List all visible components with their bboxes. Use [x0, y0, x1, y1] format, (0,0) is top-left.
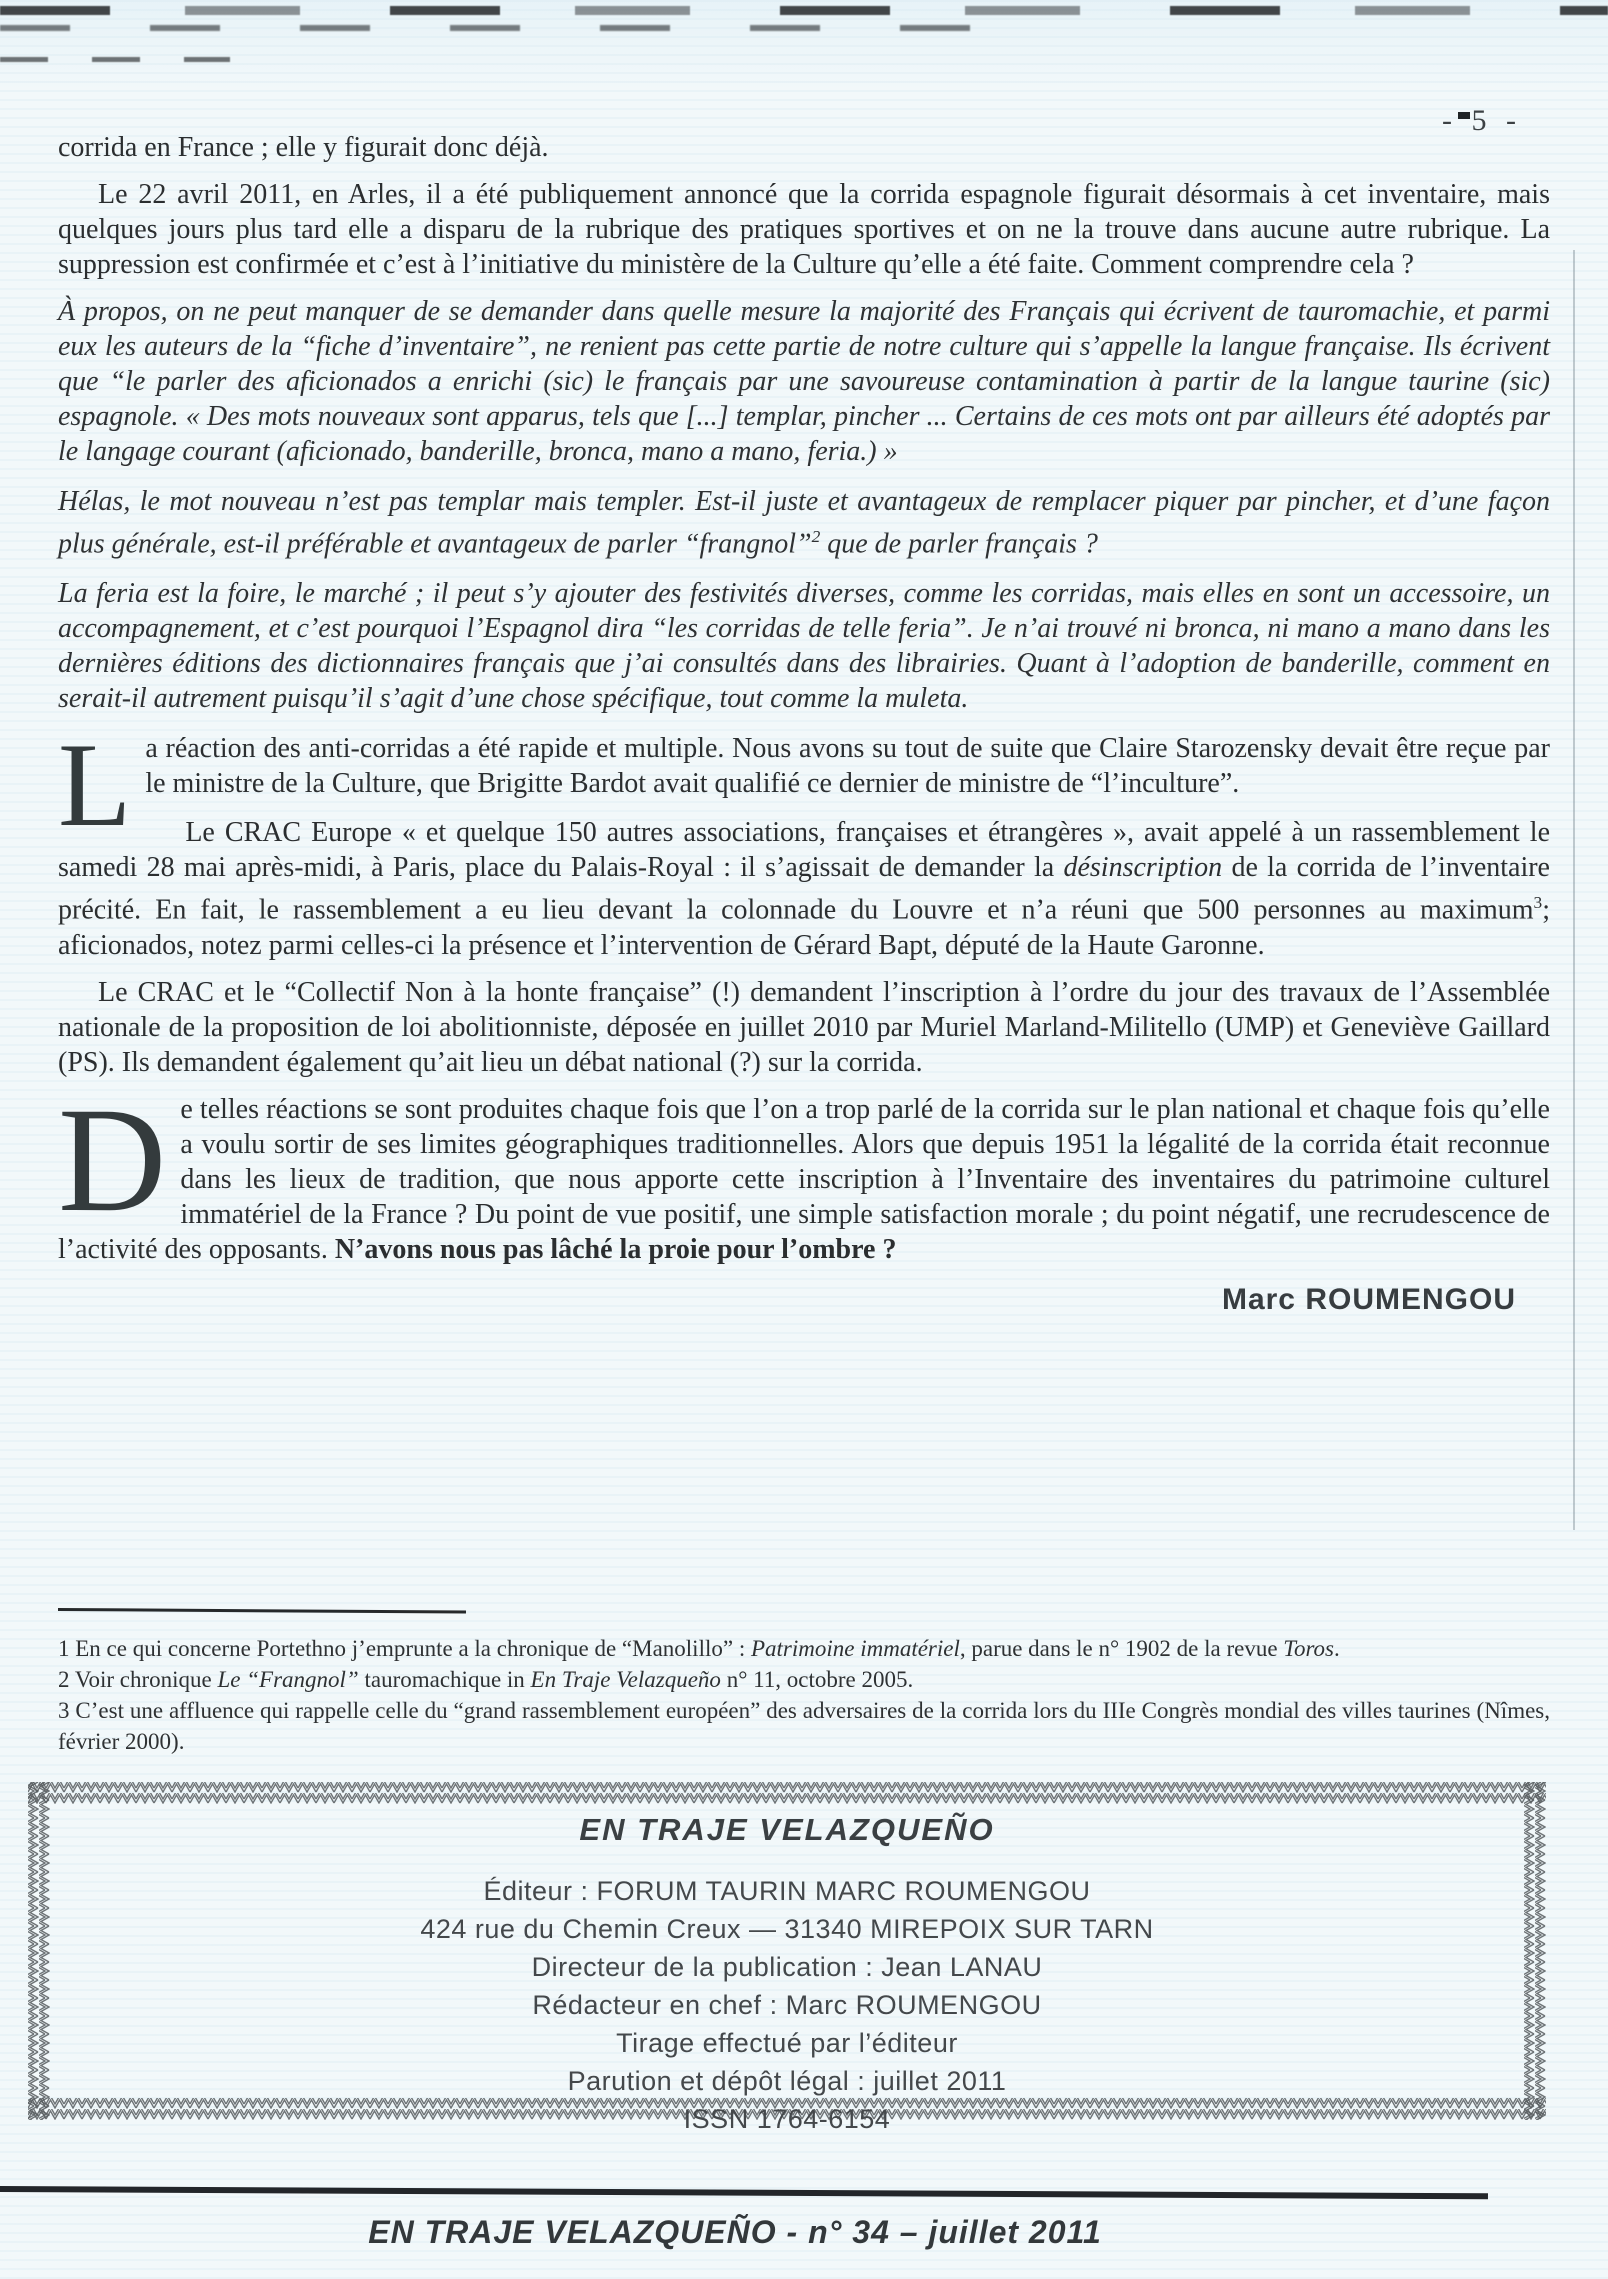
colophon-address: 424 rue du Chemin Creux — 31340 MIREPOIX SUR TARN — [420, 1914, 1154, 1944]
paragraph-crac-collectif: Le CRAC et le “Collectif Non à la honte française” (!) demandent l’inscription à l’ordre du jour des travaux de l’Assemblée nationale de la proposition de loi abolitionniste, déposée en juillet 2010 par Muriel Marland-Militello (UMP) et Geneviève Gaillard (PS). Ils demandent également qu’ait lieu un débat national (?) sur la corrida. — [58, 976, 1550, 1078]
colophon-editor: Éditeur : FORUM TAURIN MARC ROUMENGOU — [483, 1876, 1091, 1906]
drop-cap-L: L — [58, 718, 132, 852]
paragraph-a-propos: À propos, on ne peut manquer de se demander dans quelle mesure la majorité des Français qui écrivent de tauromachie, et parmi eux les auteurs de la “fiche d’inventaire”, ne renient pas cette partie de notre culture qui s’appelle la langue française. Ils écrivent que “le parler des aficionados a enrichi (sic) le français par une savoureuse contamination à partir de la langue taurine (sic) espagnole. « Des mots nouveaux sont apparus, tels que [...] templar, pincher ... Certains de ces mots ont par ailleurs été adoptés par le langage courant (aficionado, banderille, bronca, mano a mano, feria.) » — [58, 296, 1550, 467]
footnote-1: 1 En ce qui concerne Portethno j’emprunte a la chronique de “Manolillo” : Patrimoine immatériel, parue dans le n° 1902 de la revue Toros. — [58, 1636, 1340, 1661]
footnote-separator — [58, 1608, 466, 1613]
paragraph-reaction-text: a réaction des anti-corridas a été rapide et multiple. Nous avons su tout de suite que Claire Starozensky devait être reçue par le ministre de la Culture, que Brigitte Bardot avait qualifié ce dernier de ministre de “l’inculture”. — [145, 733, 1550, 800]
paragraph-la-feria: La feria est la foire, le marché ; il peut s’y ajouter des festivités diverses, comme les corridas, mais elles en sont un accessoire, un accompagnement, et c’est pourquoi l’Espagnol dira “les corridas de telle feria”. Je n’ai trouvé ni bronca, ni mano a mano dans les dernières éditions des dictionnaires français que j’ai consultés dans des librairies. Quant à l’adoption de banderille, comment en serait-il autrement puisqu’il s’agit d’une chose spécifique, tout comme la muleta. — [58, 578, 1550, 715]
paragraph-conclusion — [58, 1076, 1550, 1267]
colophon-content — [68, 1812, 1506, 2138]
page-number: - 5 - — [1442, 104, 1522, 137]
paragraph-continuation: corrida en France ; elle y figurait donc déjà. — [58, 132, 549, 163]
colophon-box — [28, 1782, 1546, 2134]
drop-cap-D: D — [58, 1076, 167, 1243]
footnote-2: 2 Voir chronique Le “Frangnol” tauromachique in En Traje Velazqueño n° 11, octobre 2005. — [58, 1667, 914, 1692]
scan-artifact-top-band — [0, 6, 1608, 15]
colophon-title: EN TRAJE VELAZQUEÑO — [579, 1812, 995, 1847]
zigzag-border-right — [1524, 1782, 1546, 2120]
issue-footer: EN TRAJE VELAZQUEÑO - n° 34 – juillet 2011 — [368, 2214, 1102, 2250]
colophon-issn: ISSN 1764-6154 — [683, 2104, 891, 2134]
colophon-editor-in-chief: Rédacteur en chef : Marc ROUMENGOU — [532, 1990, 1042, 2020]
zigzag-border-top — [28, 1782, 1546, 1804]
colophon-publication-director: Directeur de la publication : Jean LANAU — [531, 1952, 1043, 1982]
colophon-legal-deposit: Parution et dépôt légal : juillet 2011 — [567, 2066, 1007, 2096]
colophon-printing: Tirage effectué par l’éditeur — [616, 2028, 958, 2058]
scan-artifact-top-band-2 — [0, 25, 997, 31]
zigzag-border-left — [28, 1782, 50, 2120]
paragraph-arles-announcement: Le 22 avril 2011, en Arles, il a été publiquement annoncé que la corrida espagnole figurait désormais à cet inventaire, mais quelques jours plus tard elle a disparu de la rubrique des pratiques sportives et on ne la trouve dans aucune autre rubrique. La suppression est confirmée et c’est à l’initiative du ministère de la Culture qu’elle a été faite. Comment comprendre cela ? — [58, 179, 1550, 280]
footnotes-section — [58, 1608, 1550, 1757]
author-signature: Marc ROUMENGOU — [1221, 1282, 1516, 1316]
paragraph-reaction — [58, 718, 1550, 852]
scan-artifact-left-dash — [0, 57, 230, 62]
article-body — [58, 130, 1550, 1317]
paragraph-crac-europe: Le CRAC Europe « et quelque 150 autres associations, françaises et étrangères », avait appelé à un rassemblement le samedi 28 mai après-midi, à Paris, place du Palais-Royal : il s’agissait de demander la désinscription de la corrida de l’inventaire précité. En fait, le rassemblement a eu lieu devant la colonnade du Louvre et n’a réuni que 500 personnes au maximum$^3$; aficionados, notez parmi celles-ci la présence et l’intervention de Gérard Bapt, député de la Haute Garonne. — [58, 817, 1550, 961]
footnote-3: 3 C’est une affluence qui rappelle celle du “grand rassemblement européen” des adversaires de la corrida lors du IIIe Congrès mondial des villes taurines (Nîmes, février 2000). — [58, 1698, 1550, 1754]
paragraph-helas: Hélas, le mot nouveau n’est pas templar mais templer. Est-il juste et avantageux de remplacer piquer par pincher, et d’une façon plus générale, est-il préférable et avantageux de parler “frangnol”$^2$ que de parler français ? — [58, 486, 1550, 560]
footer-rule — [0, 2186, 1488, 2199]
paragraph-conclusion-text: e telles réactions se sont produites chaque fois que l’on a trop parlé de la corrida sur le plan national et chaque fois qu’elle a voulu sortir de ses limites géographiques traditionnelles. Alors que depuis 1951 la légalité de la corrida était reconnue dans les lieux de tradition, que nous apporte cette inscription à l’Inventaire des inventaires du patrimoine culturel immatériel de la France ? Du point de vue positif, une simple satisfaction morale ; du point négatif, une recrudescence de l’activité des opposants. N’avons nous pas lâché la proie pour l’ombre ? — [58, 1093, 1550, 1265]
scan-artifact-right-line — [1573, 250, 1575, 1530]
